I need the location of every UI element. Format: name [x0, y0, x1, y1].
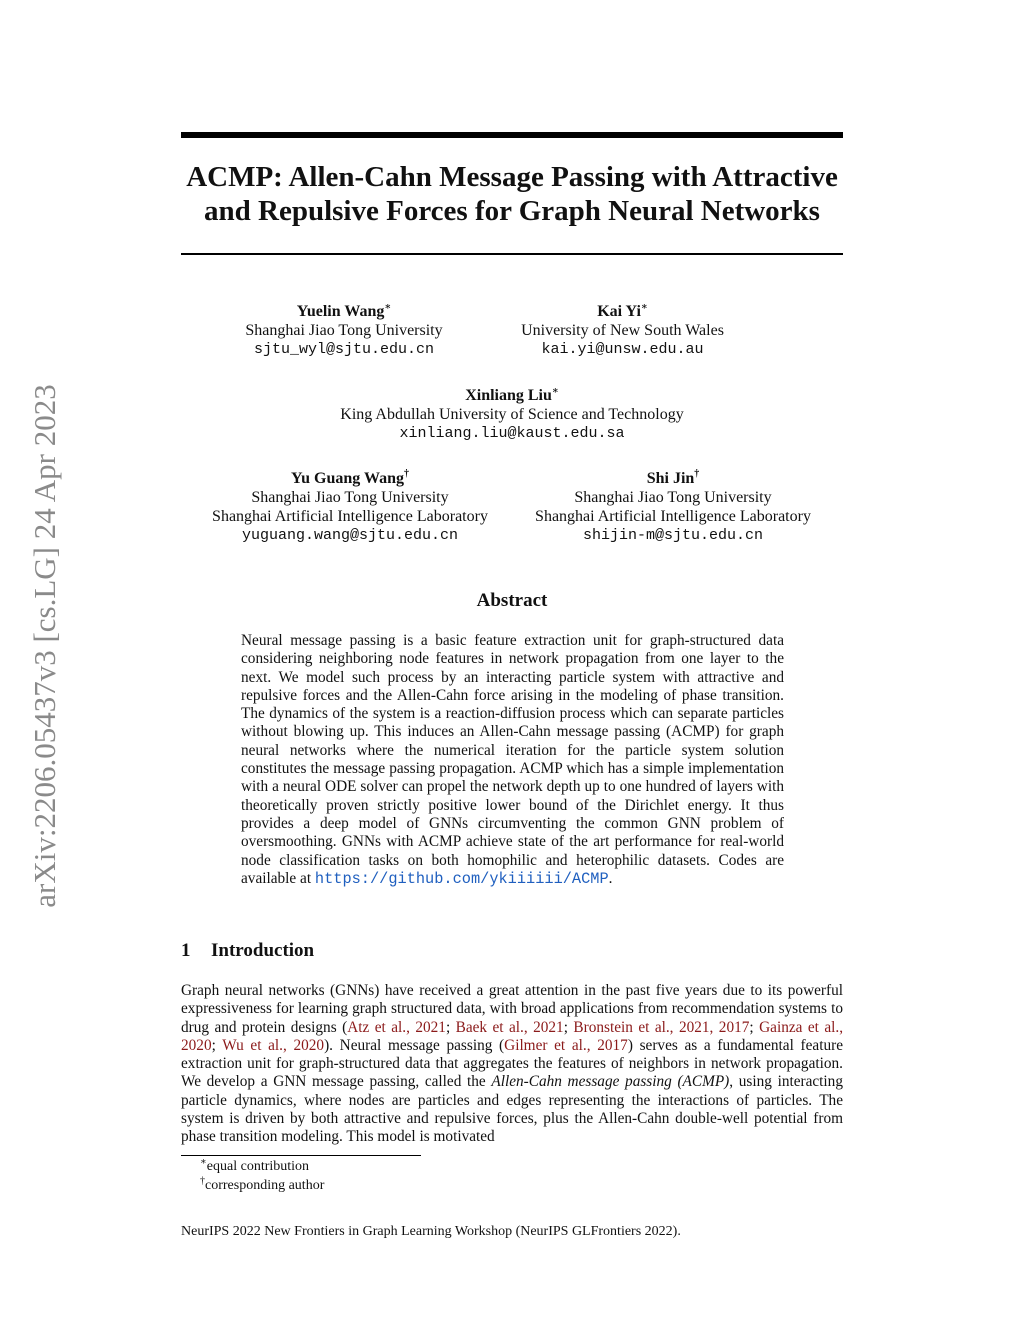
author-email[interactable]: kai.yi@unsw.edu.au [541, 341, 704, 358]
arxiv-stamp: arXiv:2206.05437v3 [cs.LG] 24 Apr 2023 [27, 384, 62, 908]
footnote-rule [181, 1155, 421, 1156]
citation-link[interactable]: Wu et al., 2020 [222, 1036, 325, 1054]
author-affiliation-2: Shanghai Artificial Intelligence Laboratory [535, 508, 811, 525]
title-line-2: and Repulsive Forces for Graph Neural Networks [204, 195, 820, 227]
citation-separator: ; [563, 1018, 574, 1036]
title-top-rule [181, 132, 843, 138]
author-block [500, 302, 745, 359]
author-name: Kai Yi [597, 303, 641, 320]
author-mark: ∗ [551, 385, 559, 397]
venue-note: NeurIPS 2022 New Frontiers in Graph Learning Workshop (NeurIPS GLFrontiers 2022). [181, 1224, 681, 1239]
section-number: 1 [181, 940, 191, 961]
footnote-text: equal contribution [206, 1159, 310, 1174]
author-affiliation-2: Shanghai Artificial Intelligence Laboratory [212, 508, 488, 525]
footnote-mark: ∗ [200, 1156, 207, 1168]
abstract-end: . [608, 869, 613, 887]
author-email[interactable]: yuguang.wang@sjtu.edu.cn [241, 527, 459, 544]
author-email[interactable]: xinliang.liu@kaust.edu.sa [399, 425, 625, 442]
citation-link[interactable]: Gilmer et al., 2017 [504, 1036, 628, 1054]
author-email[interactable]: shijin-m@sjtu.edu.cn [582, 527, 764, 544]
intro-text: Graph neural networks (GNNs) have received a great attention in the past five years due to its powerful expressiveness for learning graph structured data, with broad applications from recommendation systems to drug and protein designs ( [181, 982, 843, 1036]
author-name: Shi Jin [646, 470, 695, 487]
intro-paragraph [181, 982, 843, 1147]
citation-link[interactable]: Baek et al., 2021 [455, 1018, 564, 1036]
footnote [200, 1177, 324, 1194]
author-mark: ∗ [384, 301, 392, 313]
author-mark: † [694, 468, 700, 480]
citation-separator: ; [211, 1036, 223, 1054]
author-affiliation: King Abdullah University of Science and Technology [340, 406, 684, 423]
author-mark: ∗ [640, 301, 648, 313]
author-name: Xinliang Liu [465, 387, 552, 404]
footnote [200, 1158, 309, 1175]
citation-separator: ; [445, 1018, 456, 1036]
abstract-body [241, 632, 784, 888]
author-affiliation: University of New South Wales [521, 322, 724, 339]
intro-text: ). Neural message passing ( [324, 1036, 505, 1054]
paper-title [150, 160, 874, 228]
author-block [518, 469, 828, 545]
author-name: Yuelin Wang [296, 303, 385, 320]
footnote-text: corresponding author [205, 1178, 325, 1193]
author-block [195, 469, 505, 545]
citation-separator: ; [749, 1018, 760, 1036]
footnote-mark: † [200, 1175, 205, 1187]
intro-emphasis: Allen-Cahn message passing (ACMP) [491, 1073, 730, 1091]
author-affiliation: Shanghai Jiao Tong University [251, 489, 449, 506]
citation-link[interactable]: Gainza et al., 2020 [181, 1018, 844, 1054]
code-link[interactable]: https://github.com/ykiiiiii/ACMP [314, 869, 609, 888]
author-name: Yu Guang Wang [291, 470, 404, 487]
author-mark: † [403, 468, 409, 480]
author-affiliation: Shanghai Jiao Tong University [245, 322, 443, 339]
intro-text: ) serves as a fundamental feature extraction unit for graph-structured data that aggregates the features of neighbors in network propagation. We develop a GNN message passing, called the [181, 1036, 843, 1091]
section-title: Introduction [211, 940, 315, 961]
intro-text: , using interacting particle dynamics, where nodes are particles and edges representing the interactions of particles. The system is driven by both attractive and repulsive forces, plus the Allen-Cahn double-well potential from phase transition modeling. This model is motivated [181, 1073, 843, 1146]
section-heading [181, 940, 314, 962]
abstract-heading: Abstract [476, 590, 548, 611]
title-bottom-rule [181, 253, 843, 255]
citation-link[interactable]: Atz et al., 2021 [347, 1018, 446, 1036]
title-line-1: ACMP: Allen-Cahn Message Passing with Attractive [186, 161, 838, 193]
author-email[interactable]: sjtu_wyl@sjtu.edu.cn [253, 341, 435, 358]
citation-link[interactable]: Bronstein et al., 2021, 2017 [573, 1018, 750, 1036]
abstract-text: Neural message passing is a basic feature extraction unit for graph-structured data considering neighboring node features in network propagation from one layer to the next. We model such process by an interacting particle system with attractive and repulsive forces and the Allen-Cahn force arising in the modeling of phase transition. The dynamics of the system is a reaction-diffusion process which can separate particles without blowing up. This induces an Allen-Cahn message passing (ACMP) for graph neural networks where the numerical iteration for the particle system solution constitutes the message passing propagation. ACMP which has a simple implementation with a neural ODE solver can propel the network depth up to one hundred of layers with theoretically proven strictly positive lower bound of the Dirichlet energy. It thus provides a deep model of GNNs circumventing the common GNN problem of oversmoothing. GNNs with ACMP achieve state of the art performance for real-world node classification tasks on both homophilic and heterophilic datasets. Codes are available at [241, 632, 784, 887]
author-affiliation: Shanghai Jiao Tong University [574, 489, 772, 506]
author-block [262, 386, 762, 443]
author-block [214, 302, 474, 359]
